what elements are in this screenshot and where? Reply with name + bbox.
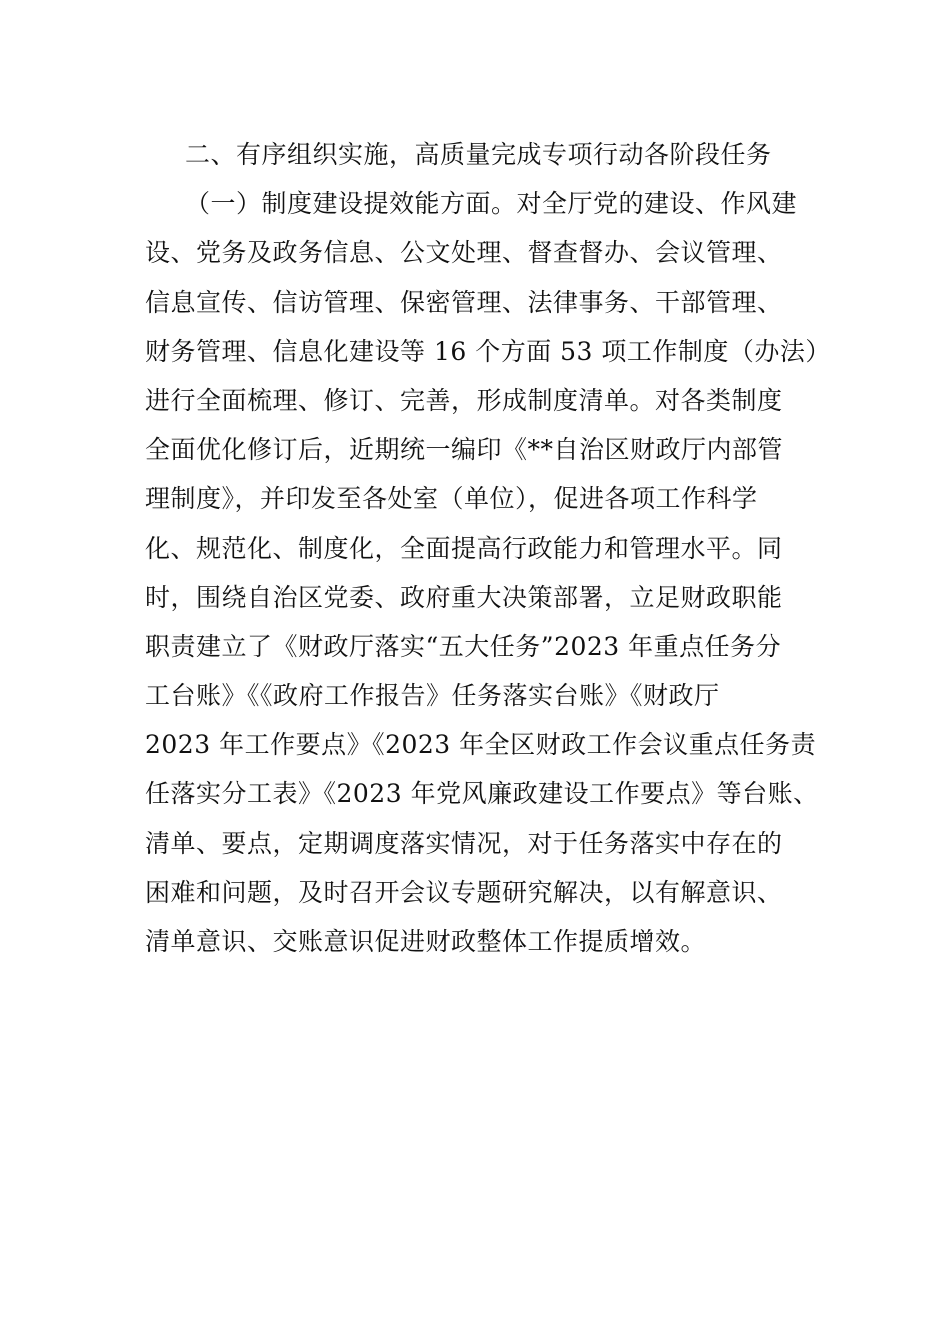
section-heading: 二、有序组织实施，高质量完成专项行动各阶段任务	[185, 140, 772, 169]
paragraph-line: 信息宣传、信访管理、保密管理、法律事务、干部管理、	[145, 287, 783, 317]
document-body	[145, 130, 831, 966]
paragraph-line: 设、党务及政务信息、公文处理、督查督办、会议管理、	[145, 238, 783, 268]
paragraph-line: 职责建立了《财政厅落实“五大任务”2023 年重点任务分	[145, 631, 782, 661]
paragraph-line: 全面优化修订后，近期统一编印《**自治区财政厅内部管	[145, 435, 784, 465]
paragraph-line: 2023 年工作要点》《2023 年全区财政工作会议重点任务责	[145, 730, 817, 760]
paragraph-line: 工台账》《《政府工作报告》任务落实台账》《财政厅	[145, 681, 720, 711]
paragraph-line: 任落实分工表》《2023 年党风廉政建设工作要点》等台账、	[145, 779, 819, 809]
paragraph-line: 进行全面梳理、修订、完善，形成制度清单。对各类制度	[145, 385, 783, 415]
paragraph-line: 清单意识、交账意识促进财政整体工作提质增效。	[145, 927, 707, 956]
paragraph-line: 清单、要点，定期调度落实情况，对于任务落实中存在的	[145, 828, 783, 858]
paragraph-line: 理制度》，并印发至各处室（单位），促进各项工作科学	[145, 484, 758, 514]
paragraph-line: （一）制度建设提效能方面。对全厅党的建设、作风建	[185, 189, 798, 219]
paragraph-line: 财务管理、信息化建设等 16 个方面 53 项工作制度（办法）	[145, 336, 831, 366]
paragraph-line: 困难和问题，及时召开会议专题研究解决，以有解意识、	[145, 877, 783, 907]
paragraph-line: 化、规范化、制度化，全面提高行政能力和管理水平。同	[145, 533, 783, 563]
paragraph-line: 时，围绕自治区党委、政府重大决策部署，立足财政职能	[145, 582, 783, 612]
